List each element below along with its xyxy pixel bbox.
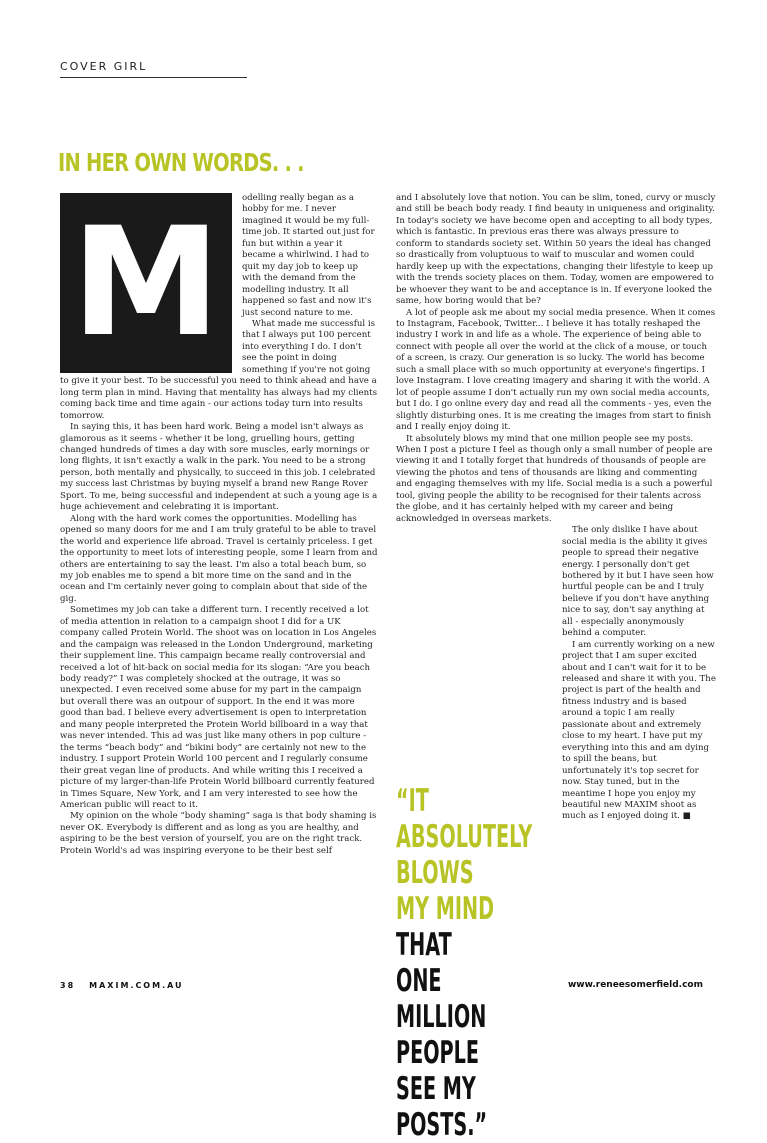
paragraph: and I absolutely love that notion. You can be slim, toned, curvy or muscly and still be beach body ready. I find beauty in uniqueness and originality. In today's society we have become open and accepting to all body types, which is fantastic. In previous eras there was always pressure to conform to standards society set. Within 50 years the ideal has changed so drastically from voluptuous to waif to muscular and women could hardly keep up with the expectations, changing their lifestyle to keep up with the trends society places on them. Today, women are empowered to be whoever they want to be and acceptance is in. If everyone looked the same, how boring would that be?: [396, 193, 716, 307]
section-label: COVER GIRL: [60, 60, 148, 73]
pull-quote-rest: THAT ONE MILLION PEOPLE SEE MY POSTS.”: [396, 927, 488, 1143]
paragraph: I am currently working on a new project that I am super excited about and I can't wait for it to be released and share it with you. The project is part of the health and fitness industry and is based around a topic I am really passionate about and extremely close to my heart. I have put my everything into this and am dying to spill the beans, but unfortunately it's top secret for now. Stay tuned, but in the meantime I hope you enjoy my beautiful new MAXIM shoot as much as I enjoyed doing it. ■: [562, 639, 716, 822]
paragraph: What made me successful is that I always put 100 percent into everything I do. I don't see the point in doing something if you're not going to give it your best. To be successful you need to think ahead and have a long term plan in mind. Having that mentality has always had my clients coming back time and time again - our actions today turn into results tomorrow.: [60, 318, 378, 421]
paragraph: A lot of people ask me about my social media presence. When it comes to Instagram, Facebook, Twitter... I believe it has totally reshaped the industry I work in and life as a whole. The experience of being able to connect with people all over the world at the click of a mouse, or touch of a screen, is crazy. Our generation is so lucky. The world has become such a small place with so much opportunity at everyone's fingertips. I love Instagram. I love creating imagery and sharing it with the world. A lot of people assume I don't actually run my own social media accounts, but I do. I go online every day and read all the comments - yes, even the slightly disturbing ones. It is me creating the images from start to finish and I really enjoy doing it.: [396, 307, 716, 433]
paragraph: In saying this, it has been hard work. Being a model isn't always as glamorous as it seems - whether it be long, gruelling hours, getting changed hundreds of times a day with sore muscles, early mornings or long flights, it isn't exactly a walk in the park. You need to be a strong person, both mentally and physically, to succeed in this job. I celebrated my success last Christmas by buying myself a brand new Range Rover Sport. To me, being successful and independent at such a young age is a huge achievement and celebrating it is important.: [60, 422, 378, 513]
paragraph: My opinion on the whole “body shaming” saga is that body shaming is never OK. Everybody is different and as long as you are healthy, and aspiring to be the best version of yourself, you are on the right track. Protein World's ad was inspiring everyone to be their best self: [60, 811, 377, 856]
paragraph: The only dislike I have about social media is the ability it gives people to spread their negative energy. I personally don't get bothered by it but I have seen how hurtful people can be and I truly believe if you don't have anything nice to say, don't say anything at all - especially anonymously behind a computer.: [562, 525, 714, 639]
paragraph: It absolutely blows my mind that one million people see my posts. When I post a picture I feel as though only a small number of people are viewing it and I totally forget that hundreds of thousands of people are viewing the photos and tens of thousands are liking and commenting and engaging themselves with my life. Social media is a such a powerful tool, giving people the ability to be recognised for their talents across the globe, and it has certainly helped with my career and being acknowledged in overseas markets.: [396, 433, 713, 524]
paragraph: Sometimes my job can take a different turn. I recently received a lot of media attention in relation to a campaign shoot I did for a UK company called Protein World. The shoot was on location in Los Angeles and the campaign was released in the London Underground, marketing their supplement line. This campaign became really controversial and received a lot of hit-back on social media for its slogan: “Are you beach body ready?” I was completely shocked at the outrage, it was so unexpected. I even received some abuse for my part in the campaign but overall there was an outpour of support. In the end it was more good than bad. I believe every advertisement is open to interpretation and many people interpreted the Protein World billboard in a way that was never intended. This ad was just like many others in pop culture - the terms “beach body” and “bikini body” are certainly not new to the industry. I support Protein World 100 percent and I regularly consume their great vegan line of products. And while writing this I received a picture of my larger-than-life Protein World billboard currently featured in Times Square, New York, and I am very interested to see how the American public will react to it.: [60, 605, 377, 811]
article-headline: IN HER OWN WORDS. . .: [58, 148, 304, 177]
page-number: 38: [60, 981, 76, 990]
footer-left: [60, 981, 184, 990]
website-link[interactable]: www.reneesomerfield.com: [567, 980, 703, 990]
drop-cap: M: [60, 193, 232, 373]
section-rule: [60, 77, 247, 78]
left-column: [60, 193, 378, 857]
paragraph: Along with the hard work comes the opportunities. Modelling has opened so many doors for me and I am truly grateful to be able to travel the world and experience life abroad. Travel is certainly priceless. I get the opportunity to meet lots of interesting people, some I learn from and others are entertaining to say the least. I'm also a total beach bum, so my job enables me to spend a bit more time on the sand and in the ocean and I'm certainly never going to complain about that side of the gig.: [60, 513, 378, 604]
pull-quote: [396, 783, 533, 1143]
pull-quote-highlight: “IT ABSOLUTELY BLOWS MY MIND: [396, 783, 533, 927]
paragraph: odelling really began as a hobby for me. I never imagined it would be my full-time job. It started out just for fun but within a year it became a whirlwind. I had to quit my day job to keep up with the demand from the modelling industry. It all happened so fast and now it's just second nature to me.: [242, 193, 375, 318]
publication-name: MAXIM.COM.AU: [89, 981, 184, 990]
